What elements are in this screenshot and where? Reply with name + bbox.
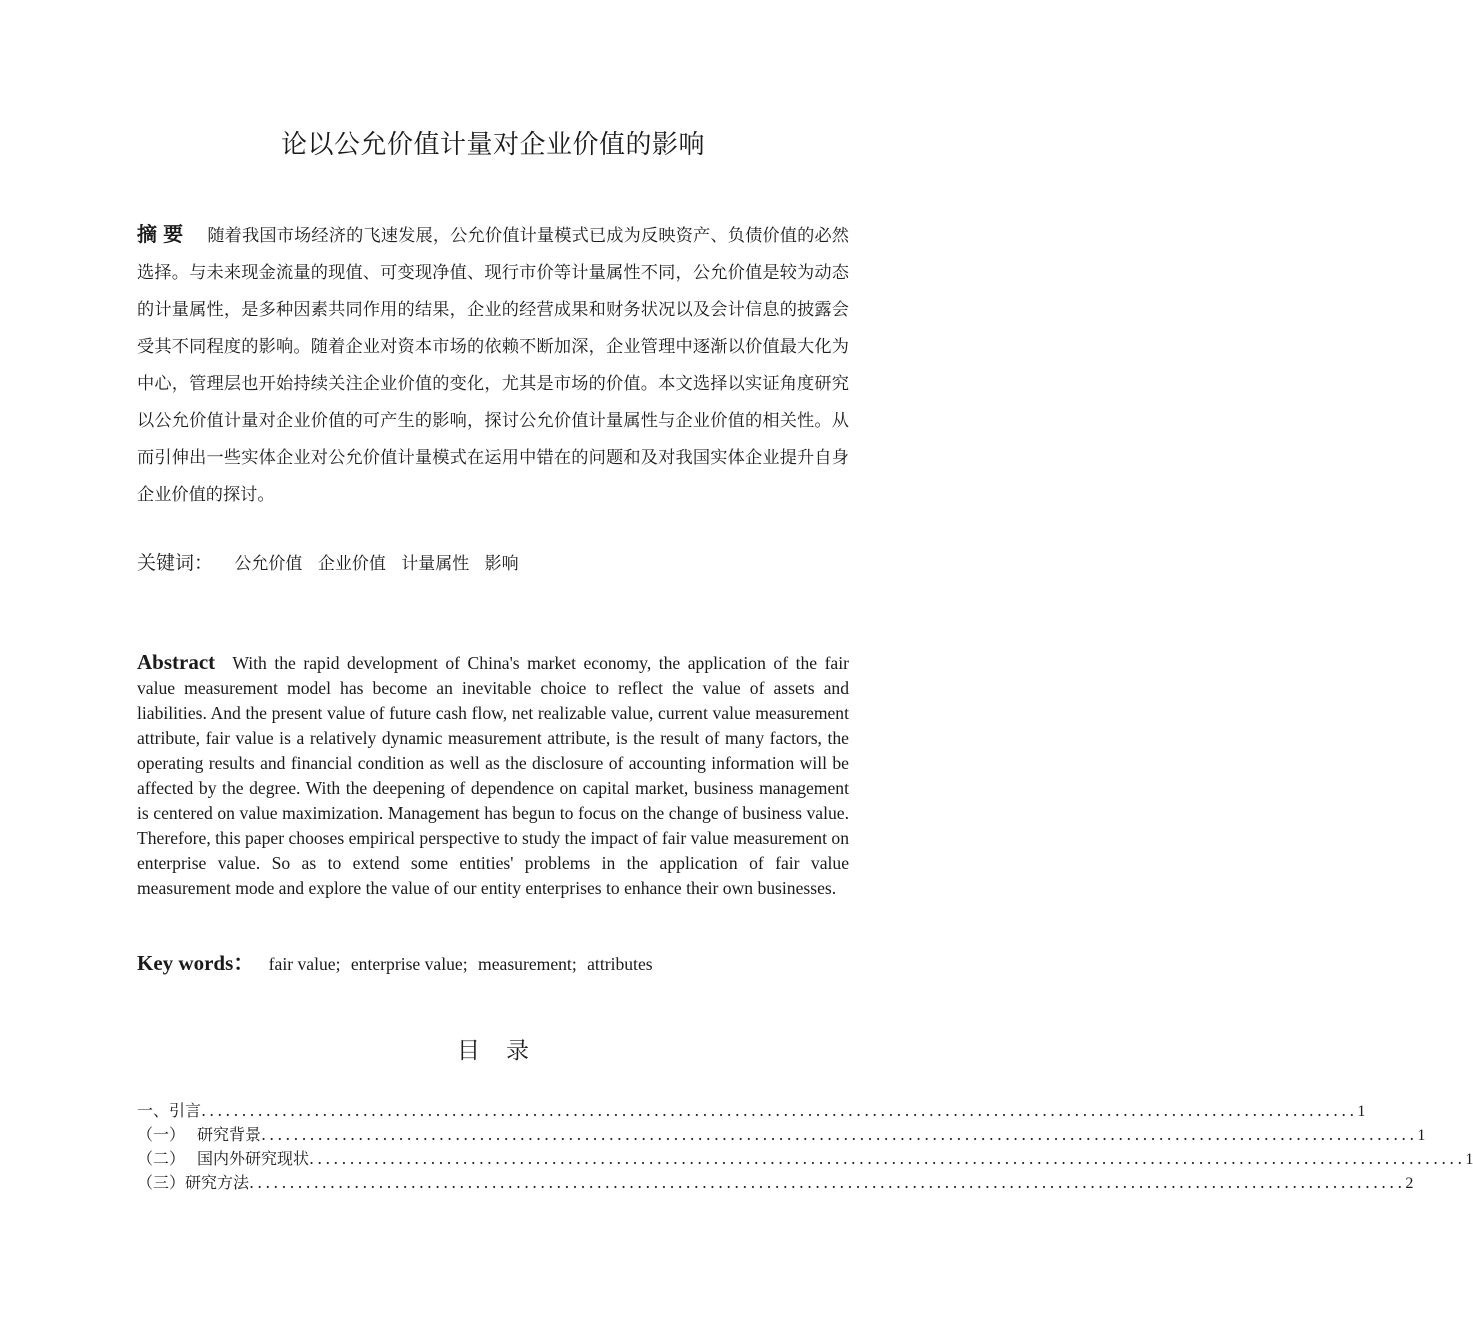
table-of-contents (137, 1099, 1473, 1195)
english-keywords-label: Key words： (137, 951, 255, 975)
english-keyword: attributes (587, 954, 653, 974)
toc-dot-leader: ............................................................................................................................................... (249, 1173, 1406, 1192)
toc-dot-leader: ............................................................................................................................................... (201, 1101, 1358, 1120)
english-abstract (137, 650, 849, 901)
toc-entry-text: 一、引言 (137, 1101, 202, 1120)
chinese-abstract-text: 随着我国市场经济的飞速发展，公允价值计量模式已成为反映资产、负债价值的必然选择。与未来现金流量的现值、可变现净值、现行市价等计量属性不同，公允价值是较为动态的计量属性，是多种因素共同作用的结果，企业的经营成果和财务状况以及会计信息的披露会受其不同程度的影响。随着企业对资本市场的依赖不断加深，企业管理中逐渐以价值最大化为中心，管理层也开始持续关注企业价值的变化，尤其是市场的价值。本文选择以实证角度研究以公允价值计量对企业价值的可产生的影响，探讨公允价值计量属性与企业价值的相关性。从而引伸出一些实体企业对公允价值计量模式在运用中错在的问题和及对我国实体企业提升自身企业价值的探讨。 (137, 226, 849, 505)
paper-title: 论以公允价值计量对企业价值的影响 (280, 130, 705, 160)
toc-entry-text: 国内外研究现状 (197, 1149, 310, 1168)
toc-entry[interactable] (137, 1171, 1414, 1195)
toc-heading: 目录 (457, 1038, 555, 1064)
toc-entry-number: （二） (137, 1149, 186, 1168)
toc-entry-text: （三）研究方法 (137, 1173, 250, 1192)
toc-page-number: 1 (1417, 1127, 1426, 1144)
chinese-abstract (137, 216, 849, 514)
english-keywords (137, 948, 849, 979)
english-abstract-text: With the rapid development of China's market economy, the application of the fair value measurement model has become an inevitable choice to reflect the value of assets and liabilities. And the present value of future cash flow, net realizable value, current value measurement attribute, fair value is a relatively dynamic measurement attribute, is the result of many factors, the operating results and financial condition as well as the disclosure of accounting information will be affected by the degree. With the deepening of dependence on capital market, business management is centered on value maximization. Management has begun to focus on the change of business value. Therefore, this paper chooses empirical perspective to study the impact of fair value measurement on enterprise value. So as to extend some entities' problems in the application of fair value measurement mode and explore the value of our entity enterprises to enhance their own businesses. (137, 653, 849, 898)
toc-entry[interactable] (137, 1147, 1473, 1171)
toc-entry-number: （一） (137, 1125, 186, 1144)
chinese-keywords-label: 关键词： (137, 552, 214, 574)
toc-entry[interactable] (137, 1123, 1426, 1147)
toc-entry-text: 研究背景 (197, 1125, 262, 1144)
toc-dot-leader: ............................................................................................................................................... (309, 1149, 1466, 1168)
english-abstract-label: Abstract (137, 650, 216, 674)
chinese-keyword: 企业价值 (317, 554, 386, 574)
english-keyword: enterprise value; (350, 954, 468, 974)
toc-entry[interactable] (137, 1099, 1366, 1123)
chinese-keyword: 公允价值 (234, 554, 303, 574)
english-keyword: fair value; (268, 954, 341, 974)
toc-page-number: 1 (1465, 1151, 1473, 1168)
chinese-keywords (137, 548, 849, 579)
chinese-keyword: 影响 (484, 554, 519, 574)
chinese-keyword: 计量属性 (401, 554, 470, 574)
chinese-abstract-label: 摘要 (137, 222, 190, 246)
toc-page-number: 1 (1357, 1103, 1366, 1120)
toc-page-number: 2 (1405, 1175, 1414, 1192)
toc-dot-leader: ............................................................................................................................................... (261, 1125, 1418, 1144)
english-keyword: measurement; (478, 954, 577, 974)
